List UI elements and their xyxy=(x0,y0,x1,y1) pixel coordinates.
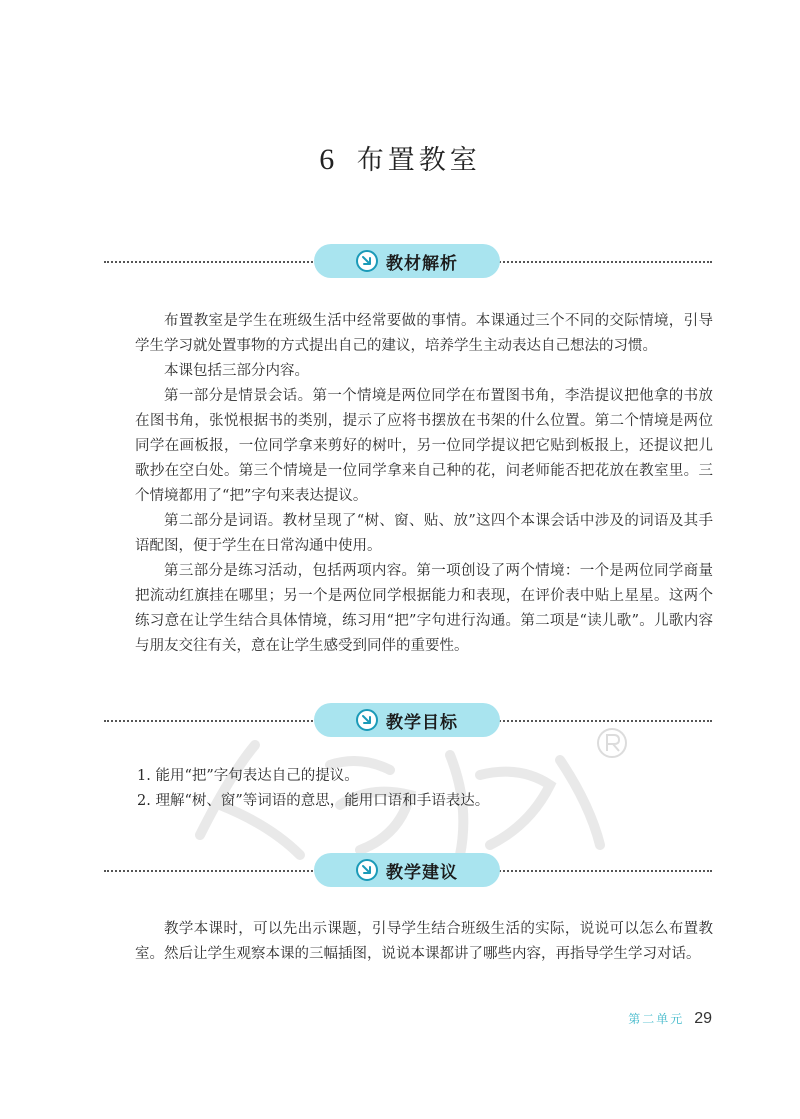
page-number: 29 xyxy=(694,1010,712,1027)
paragraph: 第二部分是词语。教材呈现了“树、窗、贴、放”这四个本课会话中涉及的词语及其手语配图，便于学生在日常沟通中使用。 xyxy=(135,513,713,554)
arrow-down-right-icon xyxy=(356,859,378,881)
suggestions-body xyxy=(135,917,713,967)
section-header-goals xyxy=(104,703,712,739)
lesson-title xyxy=(0,138,800,177)
list-item: 2. 理解“树、窗”等词语的意思，能用口语和手语表达。 xyxy=(137,793,490,809)
paragraph: 教学本课时，可以先出示课题，引导学生结合班级生活的实际，说说可以怎么布置教室。然后让学生观察本课的三幅插图，说说本课都讲了哪些内容，再指导学生学习对话。 xyxy=(135,921,713,962)
unit-label: 第二单元 xyxy=(628,1012,685,1026)
section-label: 教材解析 xyxy=(386,253,458,274)
section-label: 教学目标 xyxy=(386,712,458,733)
section-pill xyxy=(314,703,500,737)
paragraph: 第一部分是情景会话。第一个情境是两位同学在布置图书角，李浩提议把他拿的书放在图书角，张悦根据书的类别，提示了应将书摆放在书架的什么位置。第二个情境是两位同学在画板报，一位同学拿来剪好的树叶，另一位同学提议把它贴到板报上，还提议把儿歌抄在空白处。第三个情境是一位同学拿来自己种的花，问老师能否把花放在教室里。三个情境都用了“把”字句来表达提议。 xyxy=(135,388,713,504)
analysis-body xyxy=(135,309,713,659)
section-header-suggestions xyxy=(104,853,712,889)
goals-list xyxy=(137,764,715,814)
section-label: 教学建议 xyxy=(386,862,458,883)
section-pill xyxy=(314,244,500,278)
section-pill xyxy=(314,853,500,887)
paragraph: 第三部分是练习活动，包括两项内容。第一项创设了两个情境：一个是两位同学商量把流动红旗挂在哪里；另一个是两位同学根据能力和表现，在评价表中贴上星星。这两个练习意在让学生结合具体情境，练习用“把”字句进行沟通。第二项是“读儿歌”。儿歌内容与朋友交往有关，意在让学生感受到同伴的重要性。 xyxy=(135,563,713,654)
lesson-number: 6 xyxy=(319,143,339,176)
paragraph: 本课包括三部分内容。 xyxy=(164,363,309,379)
page-footer xyxy=(628,1010,712,1028)
arrow-down-right-icon xyxy=(356,250,378,272)
paragraph: 布置教室是学生在班级生活中经常要做的事情。本课通过三个不同的交际情境，引导学生学习就处置事物的方式提出自己的建议，培养学生主动表达自己想法的习惯。 xyxy=(135,313,713,354)
lesson-title-text: 布置教室 xyxy=(356,145,481,176)
arrow-down-right-icon xyxy=(356,709,378,731)
list-item: 1. 能用“把”字句表达自己的提议。 xyxy=(137,768,359,784)
section-header-analysis xyxy=(104,244,712,280)
